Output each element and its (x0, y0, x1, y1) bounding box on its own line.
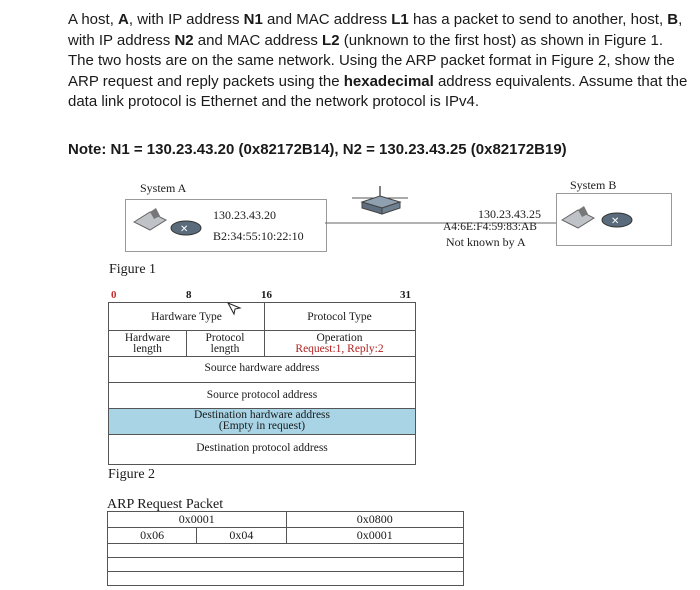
source-protocol-address-field: Source protocol address (206, 389, 318, 401)
cursor-icon (226, 301, 242, 322)
nic-icon (600, 211, 634, 234)
bit-31: 31 (400, 289, 411, 301)
figure1-label: Figure 1 (109, 262, 157, 277)
note-line: Note: N1 = 130.23.43.20 (0x82172B14), N2 = 130.23.43.25 (0x82172B19) (68, 141, 567, 158)
svg-text:✕: ✕ (611, 216, 620, 227)
arp-protocol-length-value: 0x04 (197, 528, 286, 544)
system-b-mac-status: Not known by A (446, 235, 526, 249)
destination-protocol-address-field: Destination protocol address (196, 442, 328, 454)
arp-request-table (107, 511, 464, 586)
arp-empty-row (108, 558, 464, 572)
laptop-icon (560, 204, 596, 235)
switch-icon (360, 194, 402, 221)
hardware-length-line2: length (133, 343, 162, 355)
arp-empty-row (108, 572, 464, 586)
text-run: (unknown to the first host) as shown in Figure 1. The two hosts are on the same network. Using the ARP packet format in Figure 2, show the ARP request and reply packets using the (68, 31, 675, 90)
source-hardware-address-field: Source hardware address (204, 362, 320, 374)
bold-term: A (118, 11, 129, 28)
svg-text:✕: ✕ (180, 224, 189, 235)
protocol-type-field: Protocol Type (307, 311, 372, 323)
protocol-length-line2: length (210, 343, 240, 355)
bold-term: L1 (391, 11, 409, 28)
bit-8: 8 (186, 289, 192, 301)
bold-term: L2 (322, 31, 340, 49)
protocol-length-line1: Protocol (205, 332, 245, 344)
operation-line1: Operation (316, 332, 363, 344)
arp-request-title: ARP Request Packet (107, 497, 224, 512)
bold-term: N1 (243, 11, 263, 28)
operation-line2: Request:1, Reply:2 (295, 343, 384, 355)
hardware-length-line1: Hardware (124, 332, 171, 344)
system-b-mac: A4:6E:F4:59:83:AB (443, 221, 537, 233)
bold-term: N2 (174, 31, 194, 49)
text-run: , with IP address (128, 11, 244, 28)
arp-hardware-length-value: 0x06 (108, 528, 197, 544)
text-run: has a packet to send to another, host, (408, 11, 668, 28)
system-b-label: System B (570, 178, 617, 192)
bold-term: hexadecimal (343, 72, 434, 90)
bold-term: B (667, 11, 679, 28)
system-a-label: System A (140, 181, 187, 195)
bit-0: 0 (111, 289, 117, 301)
text-run: and MAC address (262, 11, 392, 28)
arp-format-diagram (108, 302, 416, 465)
hardware-type-field: Hardware Type (151, 311, 222, 323)
arp-hardware-type-value: 0x0001 (108, 512, 287, 528)
text-run: and MAC address (193, 31, 323, 49)
text-run: , with IP address (68, 11, 683, 49)
arp-protocol-type-value: 0x0800 (286, 512, 463, 528)
text-run: address equivalents. Assume that the data link protocol is Ethernet and the network protocol is IPv4. (68, 72, 688, 110)
figure2-label: Figure 2 (108, 467, 156, 482)
system-b-ip: 130.23.43.25 (478, 207, 541, 221)
destination-hardware-address-line2: (Empty in request) (218, 420, 306, 432)
arp-empty-row (108, 544, 464, 558)
arp-operation-value: 0x0001 (286, 528, 463, 544)
bit-16: 16 (261, 289, 272, 301)
destination-hardware-address-line1: Destination hardware address (193, 409, 331, 421)
text-run: A host, (68, 11, 119, 28)
system-a-ip: 130.23.43.20 (213, 208, 276, 222)
system-a-mac: B2:34:55:10:22:10 (213, 229, 304, 243)
